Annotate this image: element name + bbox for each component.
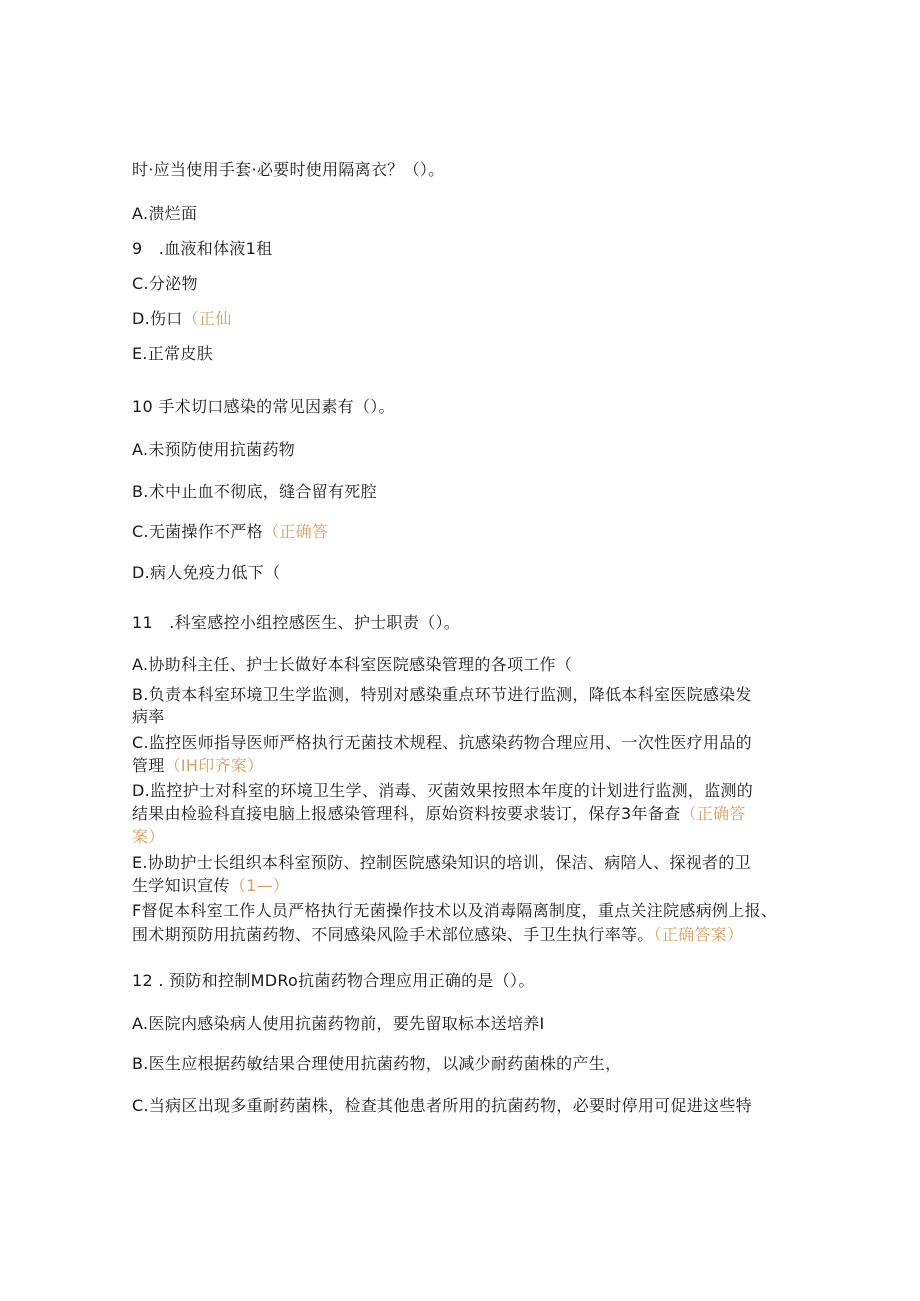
answer-mark: 案） <box>132 827 165 846</box>
option-8c: C.分泌物 <box>132 274 198 293</box>
option-12b: B.医生应根据药敏结果合理使用抗菌药物，以减少耐药菌株的产生， <box>132 1054 622 1073</box>
option-11c-line2: 管理（IH印齐案） <box>132 756 264 775</box>
option-11d-line1: D.监控护士对科室的环境卫生学、消毒、灭菌效果按照本年度的计划进行监测，监测的 <box>132 781 754 800</box>
option-11f-line1: F督促本科室工作人员严格执行无菌操作技术以及消毒隔离制度，重点关注院感病例上报、 <box>132 901 778 920</box>
option-11b-line2: 病率 <box>132 707 165 726</box>
option-11e-line1: E.协助护士长组织本科室预防、控制医院感染知识的培训，保洁、病陪人、探视者的卫 <box>132 853 751 872</box>
answer-mark: （正仙 <box>182 309 232 328</box>
option-11d-line3 <box>132 825 792 849</box>
question-12-stem: 12 . 预防和控制MDRo抗菌药物合理应用正确的是（）。 <box>132 971 535 990</box>
option-8a: A.溃烂面 <box>132 204 198 223</box>
question-8-stem-cont: 时·应当使用手套·必要时使用隔离衣？（）。 <box>132 160 445 179</box>
option-10d: D.病人免疫力低下（ <box>132 563 281 582</box>
option-11c-line1: C.监控医师指导医师严格执行无菌技术规程、抗感染药物合理应用、一次性医疗用品的 <box>132 733 752 752</box>
option-12a: A.医院内感染病人使用抗菌药物前，要先留取标本送培养I <box>132 1014 545 1033</box>
option-10c: C.无菌操作不严格（正确答 <box>132 522 329 541</box>
option-12c: C.当病区出现多重耐药菌株，检查其他患者所用的抗菌药物，必要时停用可促进这些特 <box>132 1096 752 1115</box>
option-11b-line1: B.负责本科室环境卫生学监测，特别对感染重点环节进行监测，降低本科室医院感染发 <box>132 685 752 704</box>
answer-mark: （IH印齐案） <box>164 756 264 775</box>
option-11e-line2: 生学知识宣传（1—） <box>132 876 290 895</box>
question-10-stem: 10 手术切口感染的常见因素有（）。 <box>132 397 395 416</box>
answer-mark: （正确答 <box>680 804 746 823</box>
answer-mark: （正确答 <box>262 522 329 541</box>
option-11d-line2: 结果由检验科直接电脑上报感染管理科，原始资料按要求装订，保存3年备查（正确答 <box>132 804 746 823</box>
option-8b: 9 .血液和体液1租 <box>132 239 273 258</box>
question-11-stem: 11 .科室感控小组控感医生、护士职责（）。 <box>132 613 461 632</box>
option-8e: E.正常皮肤 <box>132 344 213 363</box>
option-11f-line2: 围术期预防用抗菌药物、不同感染风险手术部位感染、手卫生执行率等。（正确答案） <box>132 925 744 944</box>
answer-mark: （1—） <box>229 876 290 895</box>
answer-mark: （正确答案） <box>653 925 744 944</box>
option-10a: A.未预防使用抗菌药物 <box>132 440 296 459</box>
option-10b: B.术中止血不彻底，缝合留有死腔 <box>132 482 377 501</box>
option-8d: D.伤口（正仙 <box>132 309 232 328</box>
option-11a: A.协助科主任、护士长做好本科室医院感染管理的各项工作（ <box>132 655 573 674</box>
